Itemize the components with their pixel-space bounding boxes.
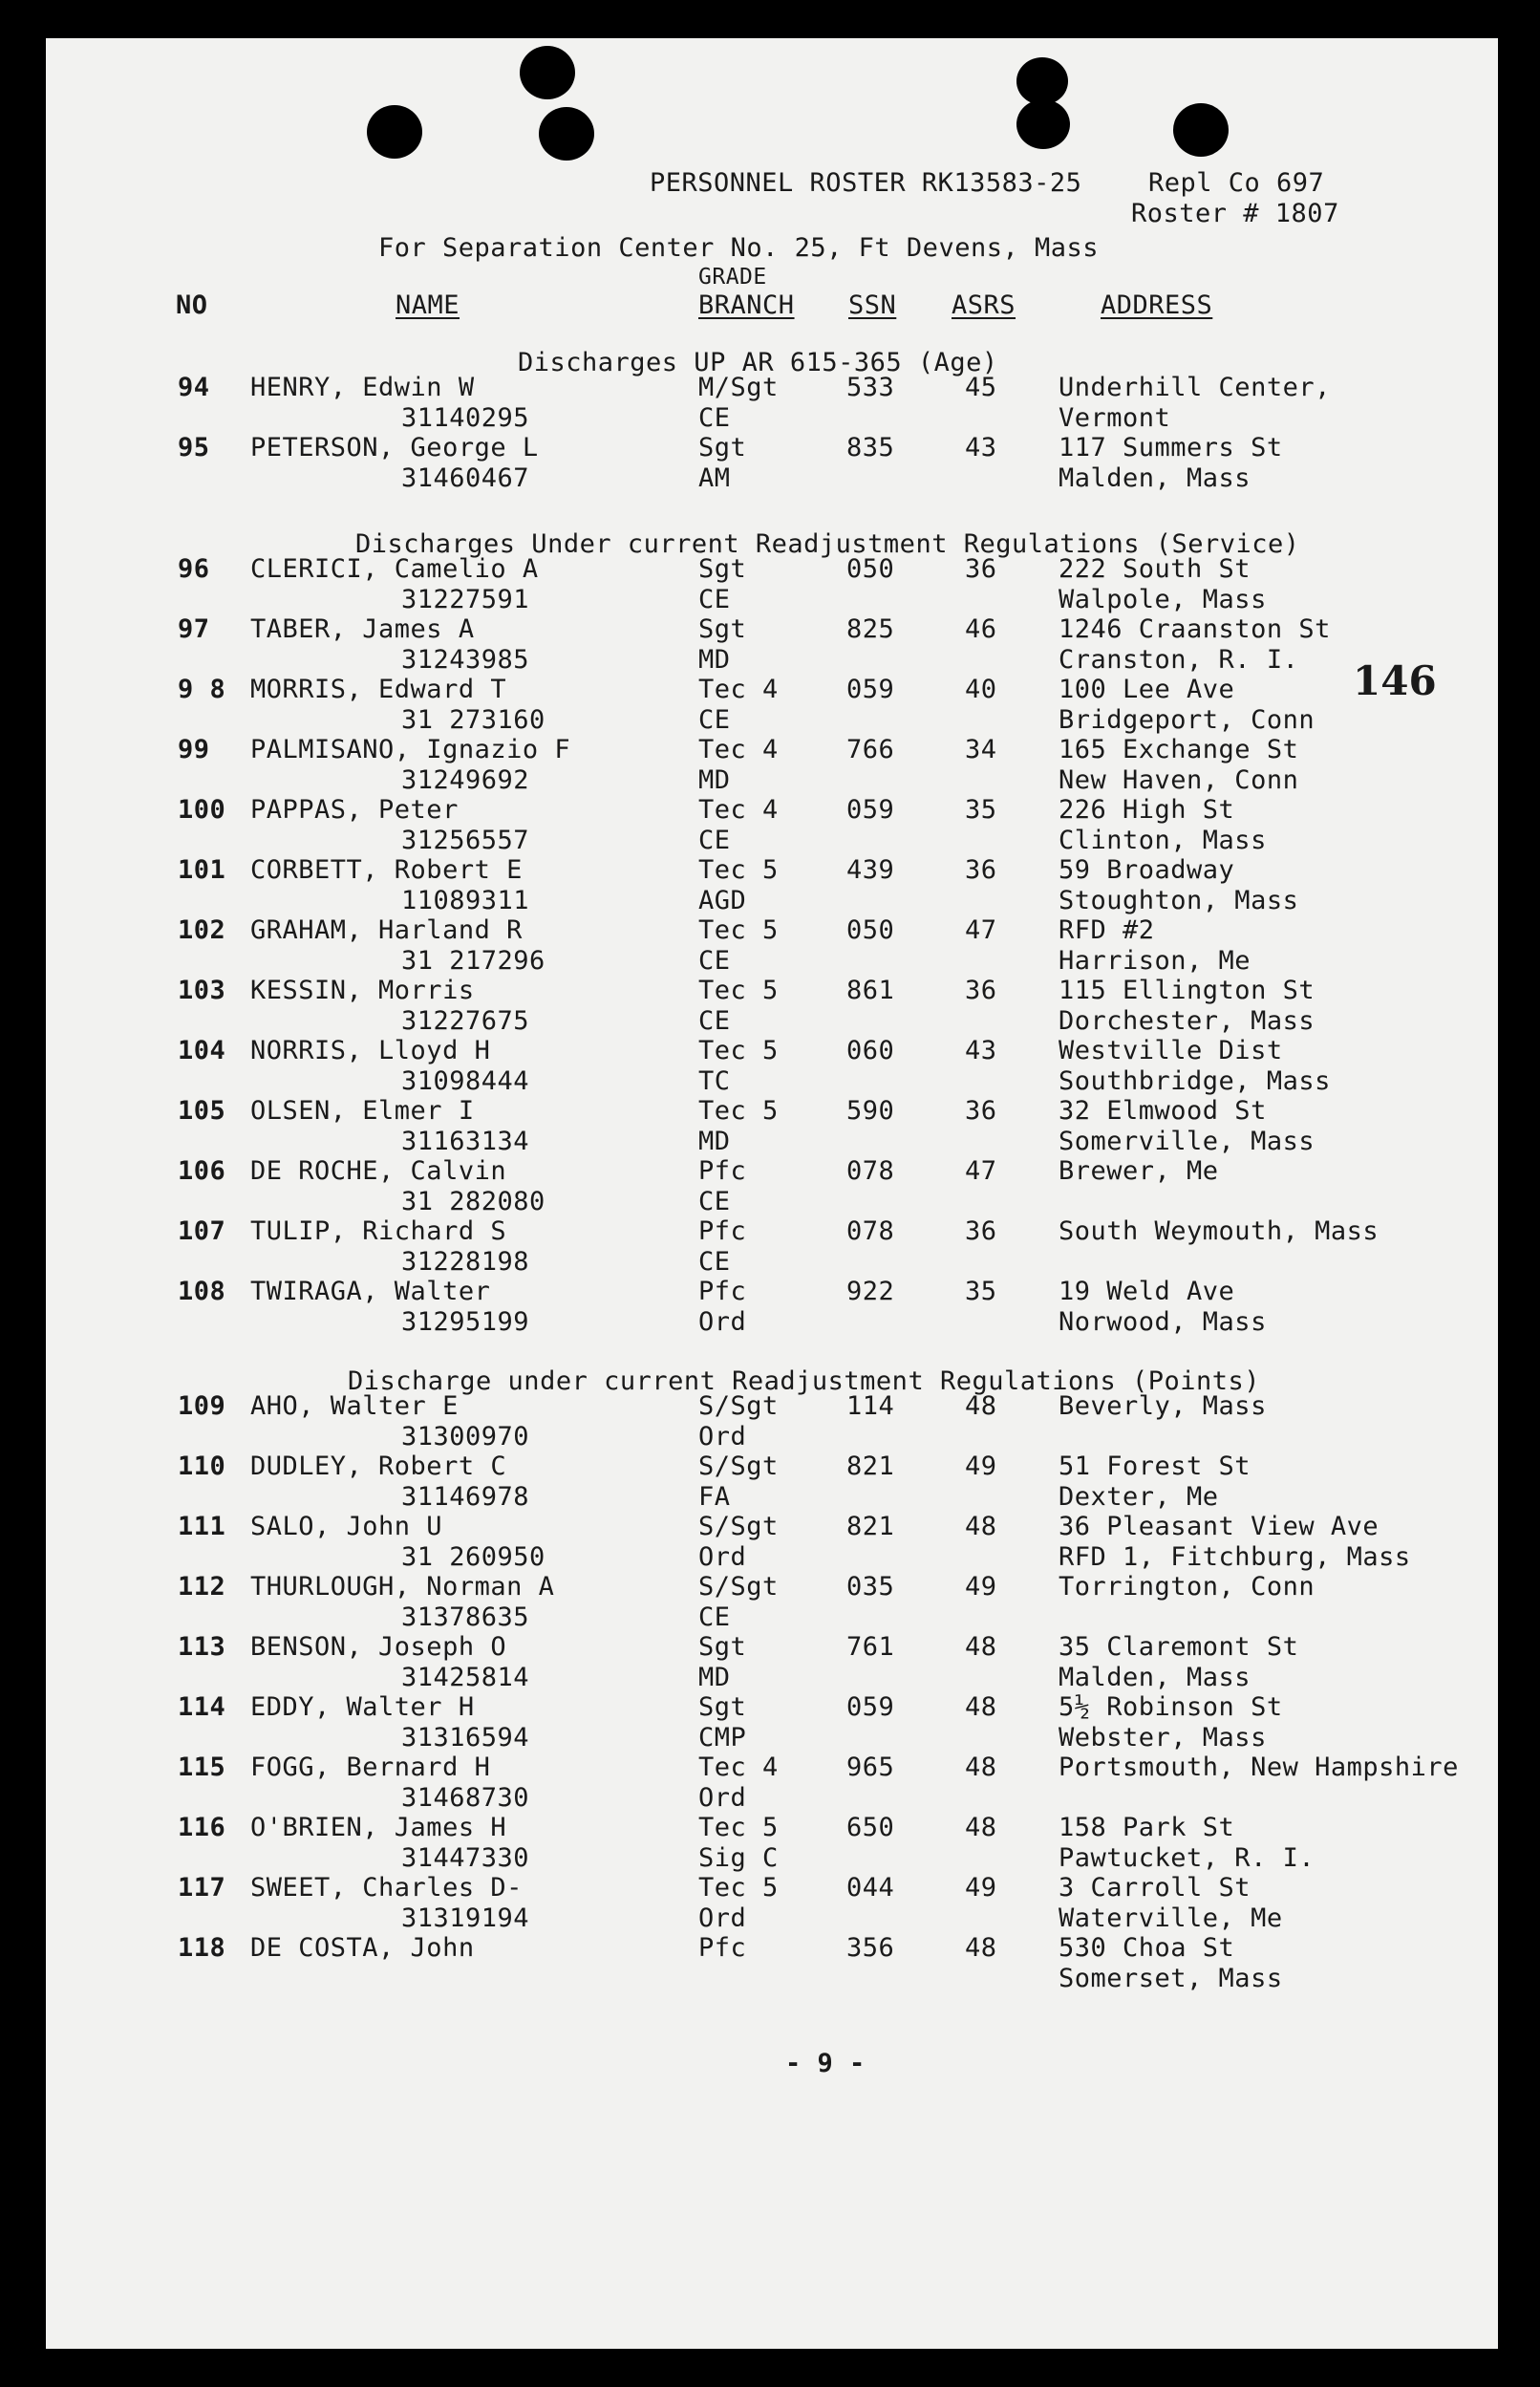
grade: Pfc [698, 1933, 747, 1963]
asrs-score: 36 [965, 855, 997, 885]
col-address: ADDRESS [1101, 290, 1213, 320]
soldier-name: PALMISANO, Ignazio F [250, 735, 571, 764]
address-line-1: 51 Forest St [1059, 1452, 1251, 1481]
grade: S/Sgt [698, 1572, 779, 1602]
punch-hole [520, 46, 575, 99]
serial-number: 31 217296 [401, 946, 545, 976]
roster-number: 106 [178, 1156, 226, 1186]
table-row [46, 675, 1498, 735]
asrs-score: 48 [965, 1933, 997, 1963]
soldier-name: DE COSTA, John [250, 1933, 475, 1963]
ssn-code: 821 [846, 1452, 895, 1481]
grade: Sgt [698, 1692, 747, 1722]
serial-number: 31227675 [401, 1006, 530, 1036]
asrs-score: 47 [965, 915, 997, 945]
punch-hole [539, 107, 594, 161]
punch-hole [1016, 57, 1068, 105]
address-line-1: Westville Dist [1059, 1036, 1283, 1065]
roster-number: 112 [178, 1572, 226, 1602]
ssn-code: 922 [846, 1277, 895, 1306]
table-row [46, 1277, 1498, 1337]
roster-number: 104 [178, 1036, 226, 1065]
serial-number: 31319194 [401, 1903, 530, 1933]
branch: Ord [698, 1307, 747, 1337]
serial-number: 31243985 [401, 645, 530, 675]
grade: Tec 5 [698, 1036, 779, 1065]
address-line-2: Malden, Mass [1059, 1663, 1251, 1692]
address-line-2: Bridgeport, Conn [1059, 705, 1315, 735]
asrs-score: 43 [965, 1036, 997, 1065]
asrs-score: 48 [965, 1813, 997, 1842]
address-line-1: 100 Lee Ave [1059, 675, 1235, 704]
table-row [46, 915, 1498, 976]
ssn-code: 059 [846, 795, 895, 825]
table-row [46, 1036, 1498, 1096]
branch: Ord [698, 1542, 747, 1572]
page-stamp: 146 [1353, 657, 1437, 704]
address-line-2: Walpole, Mass [1059, 585, 1267, 614]
branch: CE [698, 705, 731, 735]
table-row [46, 1632, 1498, 1692]
grade: Sgt [698, 1632, 747, 1662]
address-line-1: Beverly, Mass [1059, 1391, 1267, 1421]
ssn-code: 078 [846, 1216, 895, 1246]
ssn-code: 035 [846, 1572, 895, 1602]
soldier-name: TULIP, Richard S [250, 1216, 507, 1246]
serial-number: 31256557 [401, 826, 530, 855]
asrs-score: 36 [965, 1216, 997, 1246]
address-line-2: Dorchester, Mass [1059, 1006, 1315, 1036]
grade: Tec 5 [698, 1873, 779, 1903]
table-row [46, 554, 1498, 614]
serial-number: 31146978 [401, 1482, 530, 1512]
ssn-code: 114 [846, 1391, 895, 1421]
address-line-2: Webster, Mass [1059, 1723, 1267, 1753]
branch: CE [698, 1187, 731, 1216]
repl-co: Repl Co 697 [1148, 168, 1325, 198]
soldier-name: HENRY, Edwin W [250, 373, 475, 402]
soldier-name: GRAHAM, Harland R [250, 915, 523, 945]
asrs-score: 36 [965, 976, 997, 1005]
address-line-1: 36 Pleasant View Ave [1059, 1512, 1380, 1541]
roster-number: 9 8 [178, 675, 226, 704]
roster-number: 113 [178, 1632, 226, 1662]
section-heading: Discharge under current Readjustment Regulations (Points) [348, 1366, 1261, 1396]
branch: CE [698, 1247, 731, 1277]
soldier-name: CORBETT, Robert E [250, 855, 523, 885]
address-line-1: 530 Choa St [1059, 1933, 1235, 1963]
branch: Ord [698, 1903, 747, 1933]
asrs-score: 36 [965, 1096, 997, 1126]
roster-number: 111 [178, 1512, 226, 1541]
ssn-code: 650 [846, 1813, 895, 1842]
roster-number: 103 [178, 976, 226, 1005]
address-line-1: 117 Summers St [1059, 433, 1283, 462]
soldier-name: FOGG, Bernard H [250, 1753, 491, 1782]
grade: Tec 5 [698, 855, 779, 885]
serial-number: 31 282080 [401, 1187, 545, 1216]
address-line-1: Portsmouth, New Hampshire [1059, 1753, 1459, 1782]
table-row [46, 1813, 1498, 1873]
serial-number: 11089311 [401, 886, 530, 915]
serial-number: 31425814 [401, 1663, 530, 1692]
branch: AM [698, 463, 731, 493]
ssn-code: 766 [846, 735, 895, 764]
asrs-score: 49 [965, 1572, 997, 1602]
branch: Sig C [698, 1843, 779, 1873]
table-row [46, 1692, 1498, 1753]
soldier-name: EDDY, Walter H [250, 1692, 475, 1722]
address-line-1: Torrington, Conn [1059, 1572, 1315, 1602]
grade: S/Sgt [698, 1452, 779, 1481]
asrs-score: 49 [965, 1873, 997, 1903]
soldier-name: PETERSON, George L [250, 433, 539, 462]
branch: MD [698, 1127, 731, 1156]
table-row [46, 1512, 1498, 1572]
roster-number: 116 [178, 1813, 226, 1842]
ssn-code: 059 [846, 1692, 895, 1722]
table-row [46, 1156, 1498, 1216]
roster-number: 100 [178, 795, 226, 825]
asrs-score: 48 [965, 1391, 997, 1421]
asrs-score: 34 [965, 735, 997, 764]
grade: Pfc [698, 1156, 747, 1186]
address-line-2: Stoughton, Mass [1059, 886, 1299, 915]
ssn-code: 439 [846, 855, 895, 885]
grade: Pfc [698, 1277, 747, 1306]
branch: CE [698, 1006, 731, 1036]
asrs-score: 48 [965, 1692, 997, 1722]
address-line-1: 35 Claremont St [1059, 1632, 1299, 1662]
address-line-2: Pawtucket, R. I. [1059, 1843, 1315, 1873]
punch-hole [1016, 99, 1070, 149]
branch: FA [698, 1482, 731, 1512]
ssn-code: 861 [846, 976, 895, 1005]
address-line-1: Brewer, Me [1059, 1156, 1219, 1186]
serial-number: 31 273160 [401, 705, 545, 735]
serial-number: 31227591 [401, 585, 530, 614]
ssn-code: 821 [846, 1512, 895, 1541]
asrs-score: 47 [965, 1156, 997, 1186]
address-line-1: 222 South St [1059, 554, 1251, 584]
address-line-2: Southbridge, Mass [1059, 1066, 1331, 1096]
serial-number: 31378635 [401, 1602, 530, 1632]
soldier-name: CLERICI, Camelio A [250, 554, 539, 584]
soldier-name: DE ROCHE, Calvin [250, 1156, 507, 1186]
table-row [46, 614, 1498, 675]
table-row [46, 373, 1498, 433]
roster-number: Roster # 1807 [1131, 199, 1339, 228]
serial-number: 31460467 [401, 463, 530, 493]
soldier-name: NORRIS, Lloyd H [250, 1036, 491, 1065]
address-line-2: Norwood, Mass [1059, 1307, 1267, 1337]
branch: TC [698, 1066, 731, 1096]
address-line-1: 32 Elmwood St [1059, 1096, 1267, 1126]
address-line-2: Waterville, Me [1059, 1903, 1283, 1933]
roster-number: 117 [178, 1873, 226, 1903]
ssn-code: 059 [846, 675, 895, 704]
branch: CE [698, 585, 731, 614]
section-heading: Discharges Under current Readjustment Regulations (Service) [355, 529, 1300, 559]
soldier-name: MORRIS, Edward T [250, 675, 507, 704]
address-line-1: 115 Ellington St [1059, 976, 1315, 1005]
grade: Sgt [698, 433, 747, 462]
roster-title: PERSONNEL ROSTER RK13583-25 [650, 168, 1082, 198]
asrs-score: 49 [965, 1452, 997, 1481]
grade: Tec 4 [698, 795, 779, 825]
address-line-1: 226 High St [1059, 795, 1235, 825]
grade: Tec 5 [698, 1813, 779, 1842]
grade: Tec 5 [698, 915, 779, 945]
grade: Tec 4 [698, 1753, 779, 1782]
grade: Tec 5 [698, 976, 779, 1005]
grade: M/Sgt [698, 373, 779, 402]
table-row [46, 1216, 1498, 1277]
roster-number: 102 [178, 915, 226, 945]
soldier-name: O'BRIEN, James H [250, 1813, 507, 1842]
roster-number: 115 [178, 1753, 226, 1782]
branch: Ord [698, 1783, 747, 1813]
table-row [46, 1753, 1498, 1813]
roster-number: 114 [178, 1692, 226, 1722]
asrs-score: 35 [965, 795, 997, 825]
table-row [46, 1933, 1498, 1993]
ssn-code: 533 [846, 373, 895, 402]
address-line-2: Somerville, Mass [1059, 1127, 1315, 1156]
soldier-name: OLSEN, Elmer I [250, 1096, 475, 1126]
soldier-name: AHO, Walter E [250, 1391, 459, 1421]
address-line-2: Cranston, R. I. [1059, 645, 1299, 675]
roster-page [46, 38, 1498, 2349]
table-row [46, 735, 1498, 795]
address-line-2: Somerset, Mass [1059, 1964, 1283, 1993]
address-line-2: Malden, Mass [1059, 463, 1251, 493]
col-name: NAME [396, 290, 460, 320]
address-line-1: 3 Carroll St [1059, 1873, 1251, 1903]
soldier-name: PAPPAS, Peter [250, 795, 459, 825]
grade: S/Sgt [698, 1391, 779, 1421]
serial-number: 31098444 [401, 1066, 530, 1096]
ssn-code: 965 [846, 1753, 895, 1782]
ssn-code: 356 [846, 1933, 895, 1963]
table-row [46, 1391, 1498, 1452]
col-asrs: ASRS [952, 290, 1016, 320]
branch: AGD [698, 886, 747, 915]
serial-number: 31295199 [401, 1307, 530, 1337]
ssn-code: 825 [846, 614, 895, 644]
table-row [46, 795, 1498, 855]
roster-number: 97 [178, 614, 210, 644]
ssn-code: 761 [846, 1632, 895, 1662]
roster-number: 96 [178, 554, 210, 584]
table-row [46, 855, 1498, 915]
serial-number: 31316594 [401, 1723, 530, 1753]
branch: CE [698, 403, 731, 433]
punch-hole [367, 105, 422, 159]
address-line-1: 165 Exchange St [1059, 735, 1299, 764]
asrs-score: 46 [965, 614, 997, 644]
ssn-code: 835 [846, 433, 895, 462]
branch: MD [698, 765, 731, 795]
asrs-score: 43 [965, 433, 997, 462]
roster-number: 101 [178, 855, 226, 885]
asrs-score: 36 [965, 554, 997, 584]
address-line-2: Dexter, Me [1059, 1482, 1219, 1512]
roster-number: 118 [178, 1933, 226, 1963]
col-no: NO [176, 290, 208, 320]
grade: Tec 4 [698, 675, 779, 704]
table-row [46, 1452, 1498, 1512]
separation-center: For Separation Center No. 25, Ft Devens, Mass [378, 233, 1099, 263]
address-line-2: RFD 1, Fitchburg, Mass [1059, 1542, 1411, 1572]
branch: CE [698, 946, 731, 976]
col-grade: GRADE [698, 265, 767, 290]
soldier-name: THURLOUGH, Norman A [250, 1572, 555, 1602]
branch: Ord [698, 1422, 747, 1452]
address-line-1: Underhill Center, [1059, 373, 1331, 402]
roster-number: 107 [178, 1216, 226, 1246]
serial-number: 31468730 [401, 1783, 530, 1813]
grade: Pfc [698, 1216, 747, 1246]
branch: CE [698, 826, 731, 855]
roster-number: 94 [178, 373, 210, 402]
ssn-code: 044 [846, 1873, 895, 1903]
soldier-name: TWIRAGA, Walter [250, 1277, 491, 1306]
serial-number: 31140295 [401, 403, 530, 433]
soldier-name: SWEET, Charles D- [250, 1873, 523, 1903]
serial-number: 31228198 [401, 1247, 530, 1277]
asrs-score: 48 [965, 1632, 997, 1662]
grade: S/Sgt [698, 1512, 779, 1541]
serial-number: 31163134 [401, 1127, 530, 1156]
roster-number: 105 [178, 1096, 226, 1126]
grade: Sgt [698, 554, 747, 584]
grade: Tec 4 [698, 735, 779, 764]
branch: CE [698, 1602, 731, 1632]
address-line-1: 1246 Craanston St [1059, 614, 1331, 644]
punch-hole [1173, 103, 1229, 157]
ssn-code: 590 [846, 1096, 895, 1126]
ssn-code: 050 [846, 915, 895, 945]
asrs-score: 40 [965, 675, 997, 704]
table-row [46, 433, 1498, 493]
asrs-score: 45 [965, 373, 997, 402]
ssn-code: 060 [846, 1036, 895, 1065]
page-number: - 9 - [785, 2049, 866, 2078]
address-line-2: Clinton, Mass [1059, 826, 1267, 855]
address-line-2: Vermont [1059, 403, 1171, 433]
branch: CMP [698, 1723, 747, 1753]
roster-number: 95 [178, 433, 210, 462]
address-line-1: RFD #2 [1059, 915, 1155, 945]
soldier-name: KESSIN, Morris [250, 976, 475, 1005]
address-line-1: 158 Park St [1059, 1813, 1235, 1842]
address-line-1: 19 Weld Ave [1059, 1277, 1235, 1306]
serial-number: 31447330 [401, 1843, 530, 1873]
asrs-score: 48 [965, 1753, 997, 1782]
col-branch: BRANCH [698, 290, 795, 320]
table-row [46, 976, 1498, 1036]
serial-number: 31300970 [401, 1422, 530, 1452]
grade: Tec 5 [698, 1096, 779, 1126]
address-line-2: New Haven, Conn [1059, 765, 1299, 795]
branch: MD [698, 1663, 731, 1692]
table-row [46, 1096, 1498, 1156]
soldier-name: DUDLEY, Robert C [250, 1452, 507, 1481]
roster-number: 109 [178, 1391, 226, 1421]
soldier-name: SALO, John U [250, 1512, 443, 1541]
section-heading: Discharges UP AR 615-365 (Age) [518, 348, 998, 377]
address-line-1: 5½ Robinson St [1059, 1692, 1283, 1722]
soldier-name: BENSON, Joseph O [250, 1632, 507, 1662]
roster-number: 110 [178, 1452, 226, 1481]
table-row [46, 1572, 1498, 1632]
serial-number: 31249692 [401, 765, 530, 795]
soldier-name: TABER, James A [250, 614, 475, 644]
col-ssn: SSN [848, 290, 897, 320]
address-line-2: Harrison, Me [1059, 946, 1251, 976]
serial-number: 31 260950 [401, 1542, 545, 1572]
roster-number: 99 [178, 735, 210, 764]
asrs-score: 35 [965, 1277, 997, 1306]
asrs-score: 48 [965, 1512, 997, 1541]
ssn-code: 050 [846, 554, 895, 584]
roster-number: 108 [178, 1277, 226, 1306]
address-line-1: 59 Broadway [1059, 855, 1235, 885]
ssn-code: 078 [846, 1156, 895, 1186]
table-row [46, 1873, 1498, 1933]
address-line-1: South Weymouth, Mass [1059, 1216, 1380, 1246]
grade: Sgt [698, 614, 747, 644]
branch: MD [698, 645, 731, 675]
